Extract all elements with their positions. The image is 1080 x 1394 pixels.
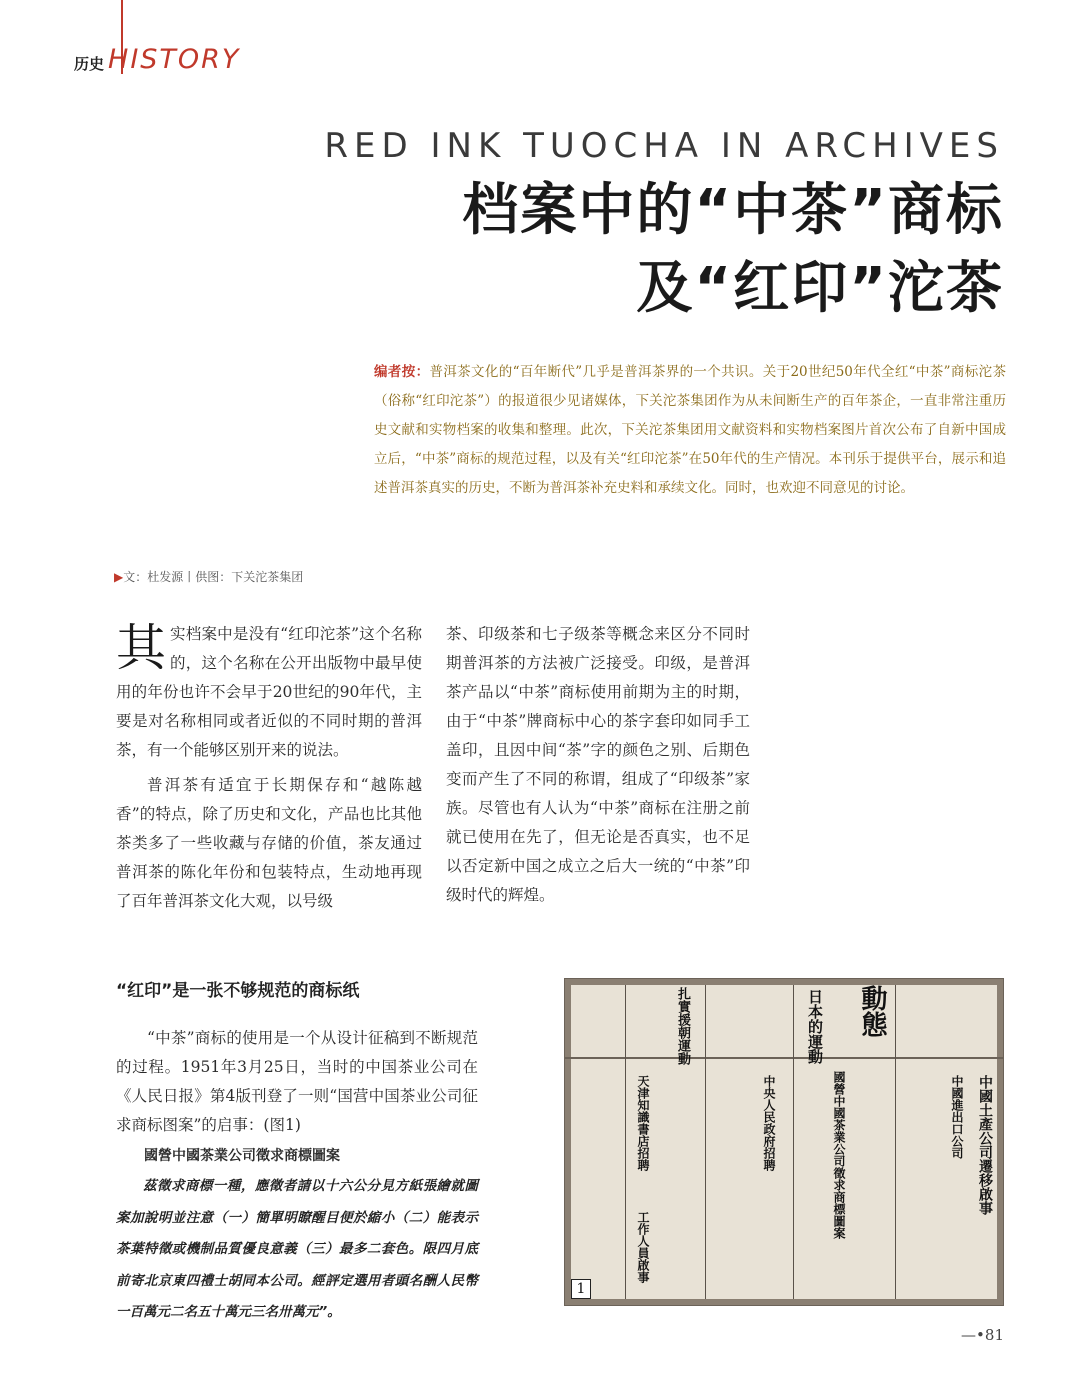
headline-aid-korea: 扎實援朝運動 <box>675 987 690 1065</box>
byline-arrow-icon: ▶ <box>114 570 124 584</box>
body-paragraph-3: 茶、印级茶和七子级茶等概念来区分不同时期普洱茶的方法被广泛接受。印级，是普洱茶产品以“中茶”商标使用前期为主的时期，由于“中茶”牌商标中心的茶字套印如同手工盖印，且因中间“茶”字的颜色之别、后期色变而产生了不同的称谓，组成了“印级茶”家族。尽管也有人认为“中茶”商标在注册之前就已使用在先了，但无论是否真实，也不足以否定新中国之成立之后大一统的“中茶”印级时代的辉煌。 <box>446 625 750 904</box>
headline-dongtai: 動態 <box>857 985 887 1037</box>
page-number: —•81 <box>961 1326 1004 1344</box>
editor-note-label: 编者按： <box>374 364 430 380</box>
column-rule <box>705 985 706 1299</box>
headline-native-produce-notice: 中國土產公司遷移啟事 <box>977 1075 993 1215</box>
section-tag <box>74 46 240 74</box>
body-column-1 <box>116 620 422 916</box>
headline-japan: 日本的運動 <box>806 989 824 1064</box>
subsection-heading: “红印”是一张不够规范的商标纸 <box>116 981 360 1001</box>
figure-number: 1 <box>571 1279 591 1299</box>
newspaper-fold-line <box>565 1057 1003 1059</box>
notice-title: 國營中國茶業公司徵求商標圖案 <box>144 1148 340 1164</box>
section-label-en: HISTORY <box>108 44 241 75</box>
headline-gov-hiring: 中央人民政府招聘 <box>762 1075 776 1171</box>
subsection-paragraph: “中茶”商标的使用是一个从设计征稿到不断规范的过程。1951年3月25日，当时的中国茶业公司在《人民日报》第4版刊登了一则“国营中国茶业公司征求商标图案”的启事：(图1) <box>116 1029 478 1134</box>
headline-tea-trademark-notice: 國營中國茶業公司徵求商標圖案 <box>832 1071 846 1239</box>
notice-body: 茲徵求商標一種，應徵者請以十六公分見方紙張繪就圖案加說明並注意（一）簡單明瞭醒目便於縮小（二）能表示茶葉特徵或機制品質優良意義（三）最多二套色。限四月底前寄北京東四禮士胡同本公司。經評定選用者頭名酬人民幣一百萬元二名五十萬元三名卅萬元”。 <box>116 1178 478 1320</box>
title-english: RED INK TUOCHA IN ARCHIVES <box>324 126 1004 166</box>
figure-1-newspaper-photo <box>564 978 1004 1306</box>
drop-cap: 其 <box>116 619 166 677</box>
column-rule <box>625 985 626 1299</box>
body-column-2 <box>446 620 750 910</box>
headline-bookstore: 天津知識書店招聘 <box>636 1075 650 1171</box>
body-paragraph-1-text: 实档案中是没有“红印沱茶”这个名称的，这个名称在公开出版物中最早使用的年份也许不会早于20世纪的90年代，主要是对名称相同或者近似的不同时期的普洱茶，有一个能够区别开来的说法。 <box>116 625 422 759</box>
headline-staff-notice: 工作人員啟事 <box>636 1211 650 1283</box>
column-rule <box>895 985 896 1299</box>
editor-note-text: 普洱茶文化的“百年断代”几乎是普洱茶界的一个共识。关于20世纪50年代全红“中茶”商标沱茶（俗称“红印沱茶”）的报道很少见诸媒体，下关沱茶集团作为从未间断生产的百年茶企，一直非常注重历史文献和实物档案的收集和整理。此次，下关沱茶集团用文献资料和实物档案图片首次公布了自新中国成立后，“中茶”商标的规范过程，以及有关“红印沱茶”在50年代的生产情况。本刊乐于提供平台，展示和追述普洱茶真实的历史，不断为普洱茶补充史料和承续文化。同时，也欢迎不同意见的讨论。 <box>374 364 1006 496</box>
subsection-column <box>116 1024 478 1329</box>
byline <box>114 568 303 585</box>
headline-import-export: 中國進出口公司 <box>950 1075 964 1159</box>
column-rule <box>793 985 794 1299</box>
section-label-cn: 历史 <box>74 55 105 73</box>
title-cn-line-1: 档案中的“中茶”商标 <box>462 178 1004 243</box>
editor-note <box>374 358 1006 503</box>
body-paragraph-2: 普洱茶有适宜于长期保存和“越陈越香”的特点，除了历史和文化，产品也比其他茶类多了一些收藏与存储的价值，茶友通过普洱茶的陈化年份和包装特点，生动地再现了百年普洱茶文化大观，以号级 <box>116 776 422 910</box>
body-paragraph-1 <box>116 620 422 765</box>
byline-text: 文：杜发源丨供图：下关沱茶集团 <box>123 570 304 584</box>
title-chinese <box>462 172 1004 328</box>
title-cn-line-2: 及“红印”沱茶 <box>636 256 1004 321</box>
page-number-value: 81 <box>984 1326 1004 1344</box>
